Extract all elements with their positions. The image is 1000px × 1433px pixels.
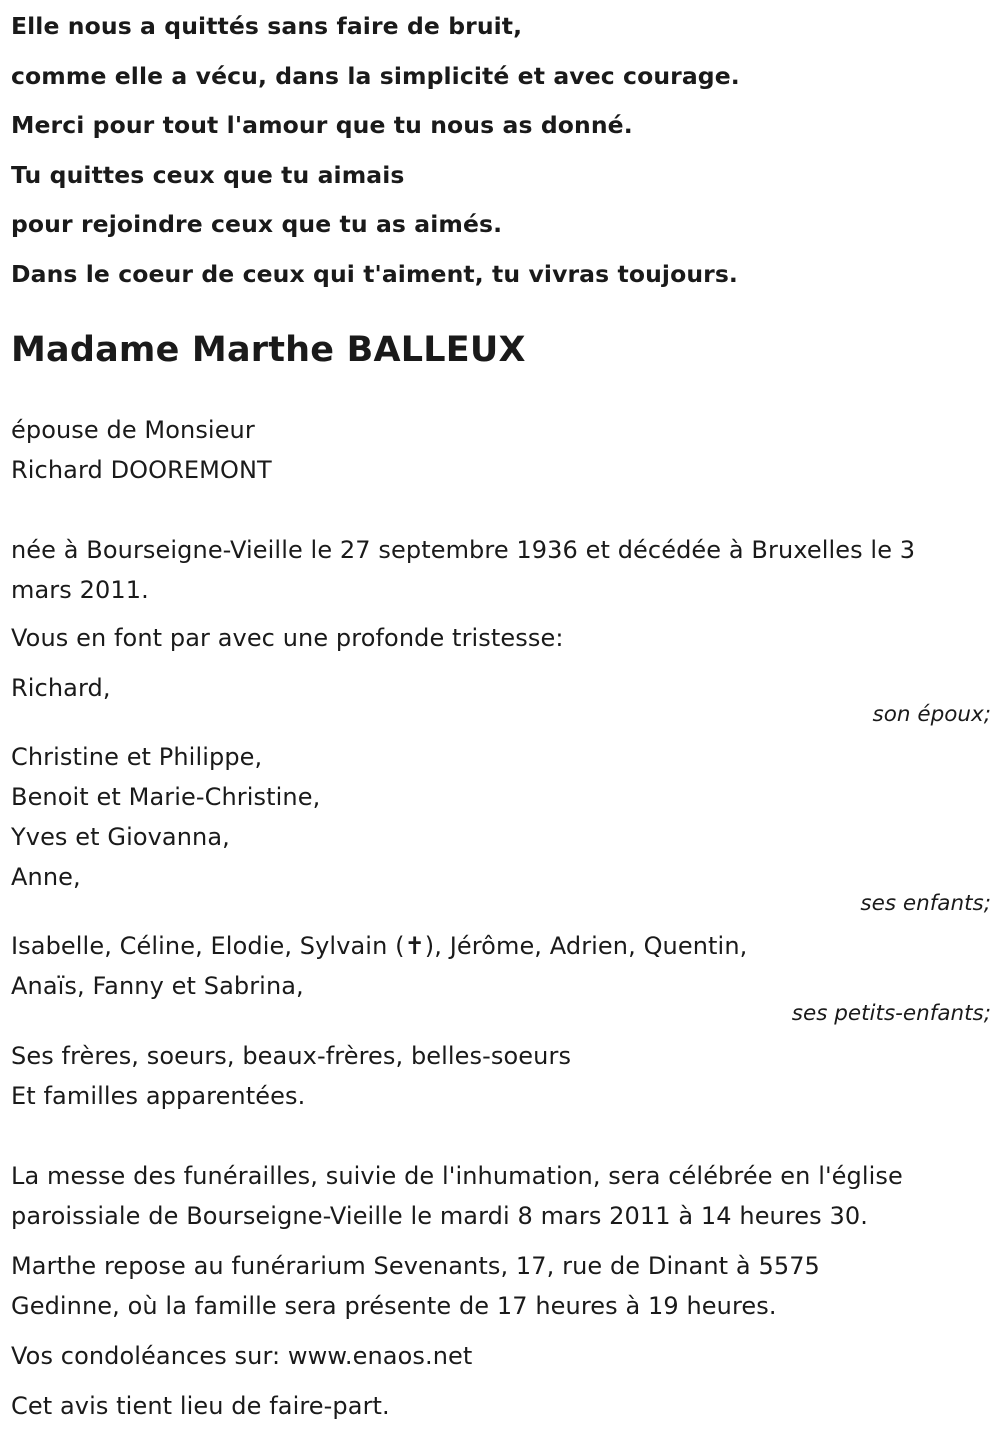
funeral-mass-info (11, 1156, 991, 1236)
birth-death-info (11, 530, 991, 610)
family-member: Yves et Giovanna, (11, 822, 230, 851)
relatives (11, 1036, 991, 1116)
family-member: Richard, (11, 673, 111, 702)
family-member: Anaïs, Fanny et Sabrina, (11, 971, 304, 1000)
repose-info (11, 1246, 991, 1326)
poem-line: Elle nous a quittés sans faire de bruit, (11, 12, 523, 40)
family-member: Benoit et Marie-Christine, (11, 782, 321, 811)
poem-line: Merci pour tout l'amour que tu nous as donné. (11, 111, 633, 140)
deceased-name: Madame Marthe BALLEUX (11, 329, 526, 370)
closing-note: Cet avis tient lieu de faire-part. (11, 1391, 390, 1420)
repose-line: Marthe repose au funérarium Sevenants, 17, rue de Dinant à 5575 (11, 1251, 820, 1280)
family-member: Christine et Philippe, (11, 742, 263, 771)
family-group-spouse (11, 668, 991, 708)
obituary-notice (11, 0, 991, 1426)
repose-line: Gedinne, où la famille sera présente de 17 heures à 19 heures. (11, 1291, 777, 1320)
family-member: Anne, (11, 862, 81, 891)
birth-line: née à Bourseigne-Vieille le 27 septembre 1936 et décédée à Bruxelles le 3 (11, 535, 916, 564)
family-group-grandchildren (11, 926, 991, 1006)
birth-line: mars 2011. (11, 575, 149, 604)
poem-line: comme elle a vécu, dans la simplicité et avec courage. (11, 61, 740, 90)
mass-line: La messe des funérailles, suivie de l'inhumation, sera célébrée en l'église (11, 1161, 903, 1190)
poem-line: pour rejoindre ceux que tu as aimés. (11, 210, 503, 239)
poem-line: Dans le coeur de ceux qui t'aiment, tu vivras toujours. (11, 259, 738, 288)
family-member: Isabelle, Céline, Elodie, Sylvain (✝), Jérôme, Adrien, Quentin, (11, 931, 748, 960)
poem-line: Tu quittes ceux que tu aimais (11, 160, 405, 189)
relatives-line: Ses frères, soeurs, beaux-frères, belles-soeurs (11, 1041, 572, 1070)
mass-line: paroissiale de Bourseigne-Vieille le mardi 8 mars 2011 à 14 heures 30. (11, 1201, 868, 1230)
spouse-info (11, 410, 991, 490)
family-role: ses petits-enfants; (791, 1000, 991, 1026)
family-group-children (11, 737, 991, 897)
family-role: son époux; (872, 701, 991, 727)
spouse-line: Richard DOOREMONT (11, 455, 272, 484)
announcement: Vous en font par avec une profonde tristesse: (11, 623, 564, 652)
spouse-line: épouse de Monsieur (11, 415, 255, 444)
poem (11, 0, 991, 300)
relatives-line: Et familles apparentées. (11, 1081, 306, 1110)
family-role: ses enfants; (860, 890, 991, 916)
condolences-info: Vos condoléances sur: www.enaos.net (11, 1341, 473, 1370)
